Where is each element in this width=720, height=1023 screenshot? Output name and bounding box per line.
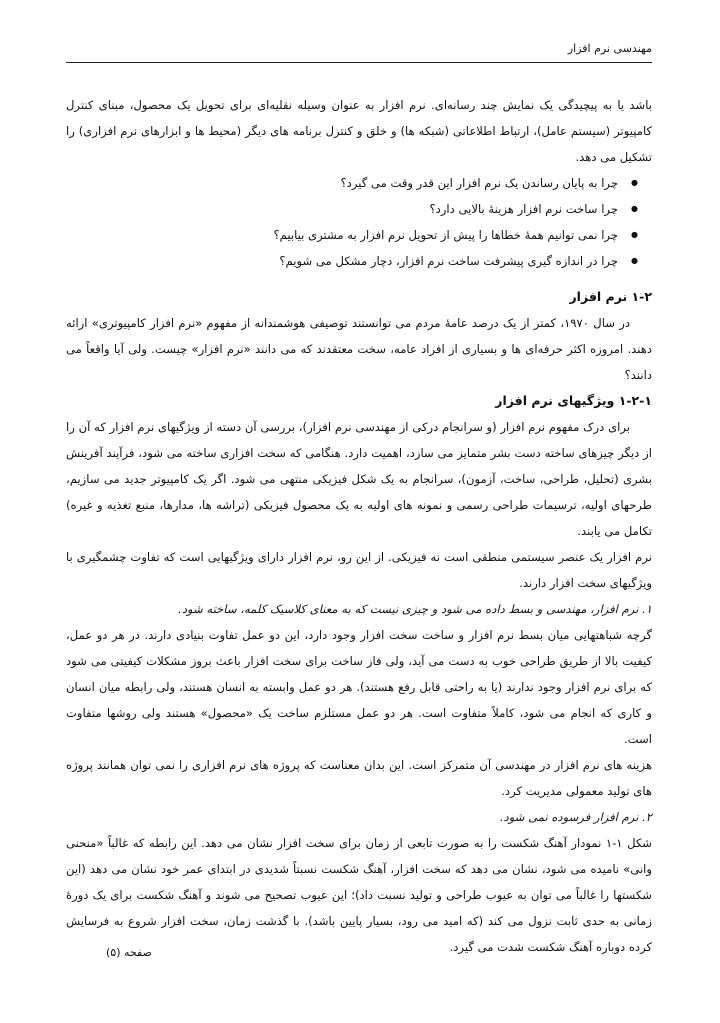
list-item: ● چرا نمی توانیم همهٔ خطاها را پیش از تحویل نرم افزار به مشتری بیابیم؟ — [66, 222, 618, 248]
question-list — [66, 170, 652, 274]
item-1-paragraph-1: گرچه شباهتهایی میان بسط نرم افزار و ساخت سخت افزار وجود دارد، این دو عمل تفاوت بنیادی دارند. در هر دو عمل، کیفیت بالا از طریق طراحی خوب به دست می آید، ولی فاز ساخت برای سخت افزار باعث بروز مشکلات کیفیتی می شود که برای نرم افزار وجود ندارند (یا به راحتی قابل رفع هستند). هر دو عمل وابسته به انسان هستند، ولی رابطه میان انسان و کاری که انجام می شود، کاملاً متفاوت است. هر دو عمل مستلزم ساخت یک «محصول» هستند ولی روشها متفاوت است. — [66, 628, 652, 746]
page-number: صفحه (۵) — [106, 946, 152, 959]
subsection-heading: ۱-۲-۱ ویژگیهای نرم افزار — [495, 393, 652, 408]
list-item: ● چرا در اندازه گیری پیشرفت ساخت نرم افزار، دچار مشکل می شویم؟ — [66, 248, 618, 274]
section-heading: ۱-۲ نرم افزار — [569, 289, 652, 304]
item-2-paragraph: شکل ۱-۱ نمودار آهنگ شکست را به صورت تابعی از زمان برای سخت افزار نشان می دهد. این رابطه که غالباً «منحنی وانی» نامیده می شود، نشان می دهد که سخت افزار، آهنگ شکست نسبتاً شدیدی در ابتدای عمر خود نشان می دهد (این شکستها را غالباً می توان به عیوب طراحی و تولید نسبت داد)؛ این عیوب تصحیح می شوند و آهنگ شکست برای یک دورهٔ زمانی به حدی ثابت نزول می کند (که امید می رود، بسیار پایین باشد). با گذشت زمان، سخت افزار شروع به فرسایش کرده دوباره آهنگ شکست شدت می گیرد. — [66, 836, 652, 954]
item-1-title: ۱. نرم افزار، مهندسی و بسط داده می شود و چیزی نیست که به معنای کلاسیک کلمه، ساخته شود. — [178, 602, 652, 616]
header-title: مهندسی نرم افزار — [567, 42, 652, 55]
item-1-paragraph-2: هزینه های نرم افزار در مهندسی آن متمرکز است. این بدان معناست که پروژه های نرم افزاری را نمی توان همانند پروژه های تولید معمولی مدیریت کرد. — [66, 758, 652, 798]
list-item: ● چرا ساخت نرم افزار هزینهٔ بالایی دارد؟ — [66, 196, 618, 222]
list-item: ● چرا به پایان رساندن یک نرم افزار این قدر وقت می گیرد؟ — [66, 170, 618, 196]
section-paragraph: در سال ۱۹۷۰، کمتر از یک درصد عامهٔ مردم می توانستند توصیفی هوشمندانه از مفهوم «نرم افزار کامپیوتری» ارائه دهند. امروزه اکثر حرفه‌ای ها و بسیاری از افراد عامه، سخت معتقدند که می دانند «نرم افزار» چیست. ولی آیا واقعاً می دانند؟ — [66, 316, 652, 382]
page-header — [66, 38, 652, 63]
item-2-title: ۲. نرم افزار فرسوده نمی شود. — [499, 810, 652, 824]
intro-paragraph: باشد یا به پیچیدگی یک نمایش چند رسانه‌ای. نرم افزار به عنوان وسیله نقلیه‌ای برای تحویل یک محصول، مبنای کنترل کامپیوتر (سیستم عامل)، ارتباط اطلاعاتی (شبکه ها) و خلق و کنترل برنامه های دیگر (محیط ها و ابزارهای نرم افزاری) را تشکیل می دهد. — [66, 98, 652, 164]
page-content — [66, 92, 652, 960]
subsection-paragraph-1: برای درک مفهوم نرم افزار (و سرانجام درکی از مهندسی نرم افزار)، بررسی آن دسته از ویژگیهای نرم افزار که آن را از دیگر چیزهای ساخته دست بشر متمایز می سازد، اهمیت دارد. هنگامی که سخت افزاری ساخته می شود، فرآیند آفرینش بشری (تحلیل، طراحی، ساخت، آزمون)، سرانجام به یک شکل فیزیکی منتهی می شود. اگر یک کامپیوتر جدید می سازیم، طرحهای اولیه، ترسیمات طراحی رسمی و نمونه های اولیه به یک محصول فیزیکی (تراشه ها، مدارها، منبع تغذیه و غیره) تکامل می یابند. — [66, 420, 652, 538]
subsection-paragraph-2: نرم افزار یک عنصر سیستمی منطقی است نه فیزیکی. از این رو، نرم افزار دارای ویژگیهایی است که تفاوت چشمگیری با ویژگیهای سخت افزار دارند. — [66, 550, 652, 590]
